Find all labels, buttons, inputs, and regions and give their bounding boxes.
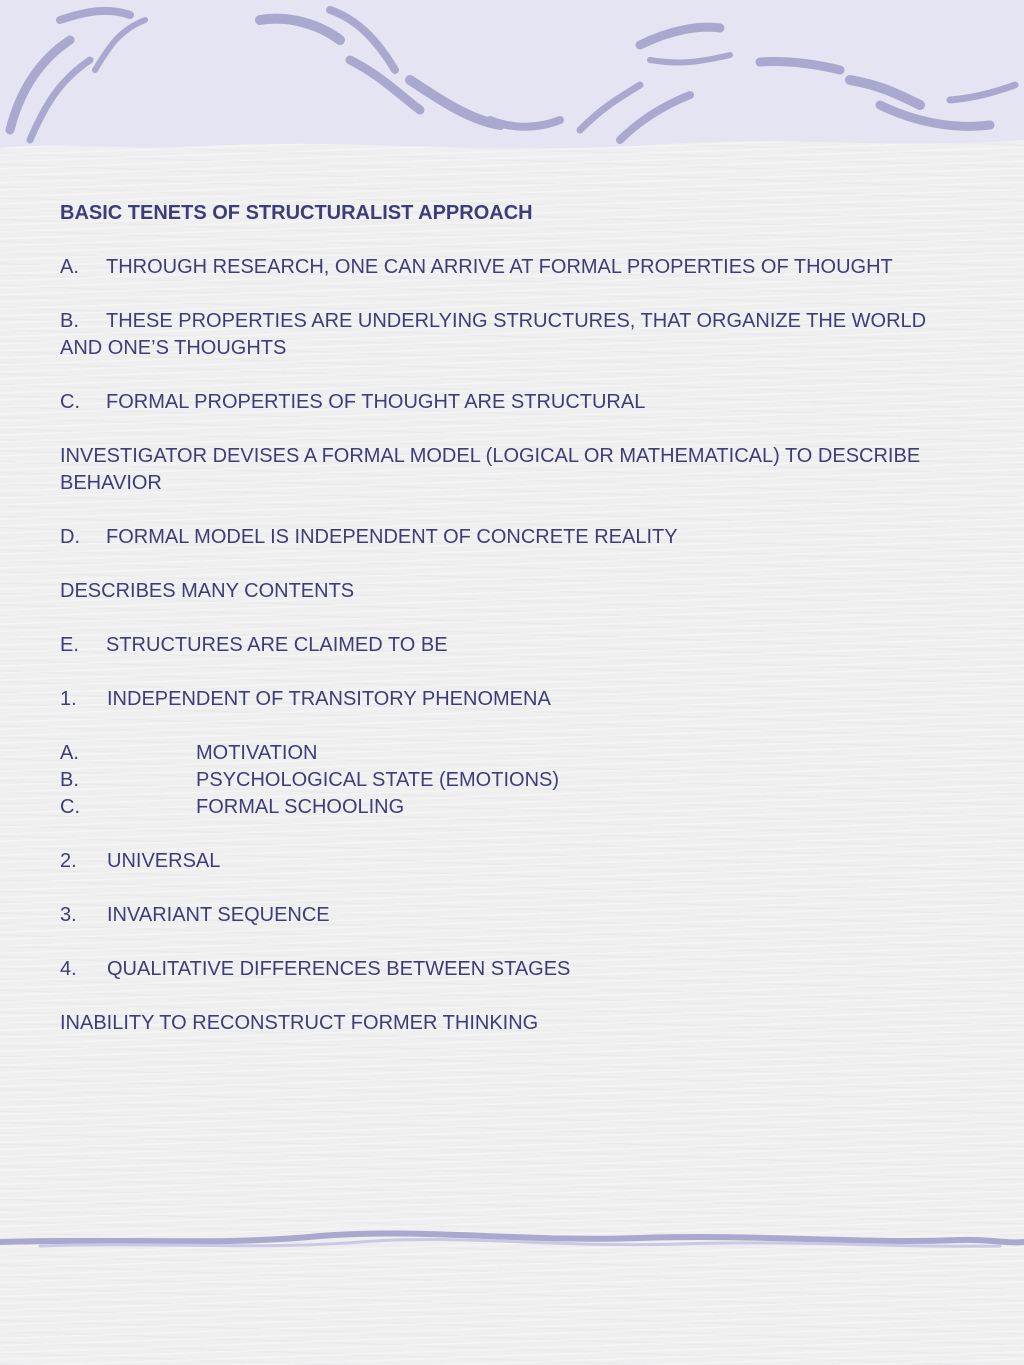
- item-label: C.: [60, 391, 80, 413]
- list-item-1: [60, 686, 960, 713]
- item-text: INVARIANT SEQUENCE: [107, 904, 330, 926]
- page-title: BASIC TENETS OF STRUCTURALIST APPROACH: [60, 202, 533, 224]
- list-item-b: [60, 308, 960, 362]
- note-4: INABILITY TO RECONSTRUCT FORMER THINKING: [60, 1012, 539, 1034]
- item-label: 4.: [60, 958, 77, 980]
- item-text: THROUGH RESEARCH, ONE CAN ARRIVE AT FORMAL PROPERTIES OF THOUGHT: [106, 256, 893, 278]
- list-item-3: [60, 902, 960, 929]
- item-text: FORMAL PROPERTIES OF THOUGHT ARE STRUCTURAL: [106, 391, 646, 413]
- sub-item-label: A.: [60, 742, 79, 764]
- item-label: D.: [60, 526, 80, 548]
- list-item-4: [60, 956, 960, 983]
- item-text: INDEPENDENT OF TRANSITORY PHENOMENA: [107, 688, 551, 710]
- list-item-d: [60, 524, 960, 551]
- sub-item-label: B.: [60, 769, 79, 791]
- item-label: E.: [60, 634, 79, 656]
- item-text: UNIVERSAL: [107, 850, 221, 872]
- item-label: 1.: [60, 688, 77, 710]
- list-item-e: [60, 632, 960, 659]
- list-item-a: [60, 254, 960, 281]
- item-label: 3.: [60, 904, 77, 926]
- item-label: B.: [60, 310, 79, 332]
- item-label: A.: [60, 256, 79, 278]
- header-decoration: [0, 0, 1024, 160]
- footer-decoration: [0, 1220, 1024, 1270]
- sub-item-text: FORMAL SCHOOLING: [196, 796, 405, 818]
- sub-item-b: [60, 767, 960, 794]
- item-label: 2.: [60, 850, 77, 872]
- slide-content: [60, 200, 960, 1064]
- sub-item-text: PSYCHOLOGICAL STATE (EMOTIONS): [196, 769, 560, 791]
- sub-item-text: MOTIVATION: [196, 742, 318, 764]
- item-text: STRUCTURES ARE CLAIMED TO BE: [106, 634, 448, 656]
- item-text: QUALITATIVE DIFFERENCES BETWEEN STAGES: [107, 958, 571, 980]
- item-text: THESE PROPERTIES ARE UNDERLYING STRUCTURES, THAT ORGANIZE THE WORLD AND ONE’S THOUGHTS: [60, 310, 927, 359]
- sub-item-label: C.: [60, 796, 80, 818]
- sub-item-a: [60, 740, 960, 767]
- note-c: INVESTIGATOR DEVISES A FORMAL MODEL (LOGICAL OR MATHEMATICAL) TO DESCRIBE BEHAVIOR: [60, 445, 921, 494]
- item-text: FORMAL MODEL IS INDEPENDENT OF CONCRETE REALITY: [106, 526, 678, 548]
- note-d: DESCRIBES MANY CONTENTS: [60, 580, 355, 602]
- list-item-2: [60, 848, 960, 875]
- list-item-c: [60, 389, 960, 416]
- sub-item-c: [60, 794, 960, 821]
